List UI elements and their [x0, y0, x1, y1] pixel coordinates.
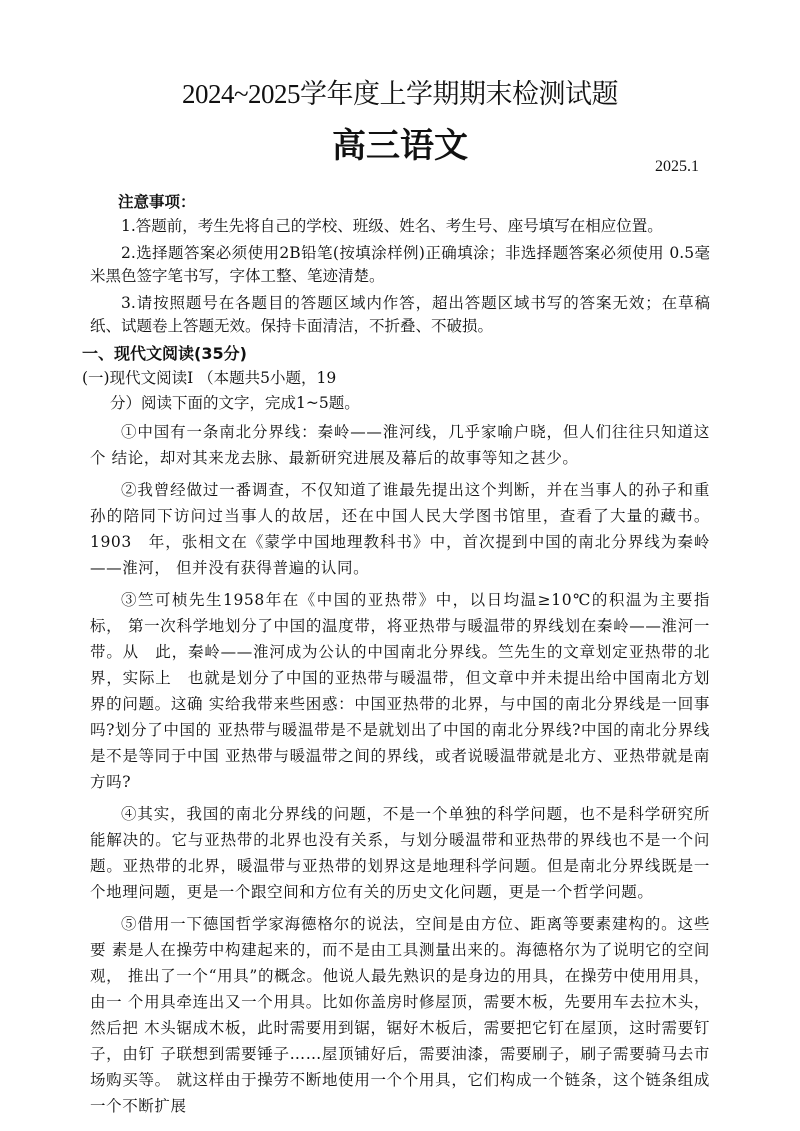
- exam-body: [82, 190, 710, 1125]
- notice-block: [90, 190, 710, 338]
- notice-heading: 注意事项：: [118, 192, 196, 211]
- passage-paragraph: ②我曾经做过一番调查，不仅知道了谁最先提出这个判断，并在当事人的孙子和重孙的陪同下访问过当事人的故居，还在中国人民大学图书馆里，查看了大量的藏书。1903 年，张相文在《蒙学中国地理教科书》中，首次提到中国的南北分界线为秦岭——淮河， 但并没有获得普遍的认同。: [90, 481, 710, 577]
- notice-item: 2.选择题答案必须使用2B铅笔(按填涂样例)正确填涂；非选择题答案必须使用 0.5毫米黑色签字笔书写，字体工整、笔迹清楚。: [90, 244, 710, 285]
- passage-paragraph: ⑤借用一下德国哲学家海德格尔的说法，空间是由方位、距离等要素建构的。这些要 素是人在操劳中构建起来的，而不是由工具测量出来的。海德格尔为了说明它的空间观， 推出了一个“用具”的概念。他说人最先熟识的是身边的用具，在操劳中使用用具，由一 个用具牵连出又一个用具。比如你盖房时修屋顶，需要木板，先要用车去拉木头，然后把 木头锯成木板，此时需要用到锯，锯好木板后，需要把它钉在屋顶，这时需要钉子，由钉 子联想到需要锤子……屋顶铺好后，需要油漆，需要刷子，刷子需要骑马去市场购买等。 就这样由于操劳不断地使用一个个用具，它们构成一个链条，这个链条组成一个不断扩展: [90, 915, 710, 1115]
- exam-title: 2024~2025学年度上学期期末检测试题: [181, 79, 619, 109]
- subject-title: 高三语文: [332, 126, 468, 166]
- exam-date: 2025.1: [655, 158, 699, 175]
- subsection-heading: (一)现代文阅读I （本题共5小题，19: [82, 369, 337, 387]
- reading-section: [82, 342, 710, 1119]
- notice-item: 3.请按照题号在各题目的答题区域内作答，超出答题区域书写的答案无效；在草稿 纸、试题卷上答题无效。保持卡面清洁，不折叠、不破损。: [90, 294, 710, 335]
- passage-paragraph: ③竺可桢先生1958年在《中国的亚热带》中，以日均温≥10℃的积温为主要指标， 第一次科学地划分了中国的温度带，将亚热带与暖温带的界线划在秦岭——淮河一带。从 此，秦岭——淮河成为公认的中国南北分界线。竺先生的文章划定亚热带的北界，实际上 也就是划分了中国的亚热带与暖温带，但文章中并未提出给中国南北方划界的问题。这确 实给我带来些困惑：中国亚热带的北界，与中国的南北分界线是一回事吗?划分了中国的 亚热带与暖温带是不是就划出了中国的南北分界线?中国的南北分界线是不是等同于中国 亚热带与暖温带之间的界线，或者说暖温带就是北方、亚热带就是南方吗?: [90, 591, 710, 791]
- notice-item: 1.答题前，考生先将自己的学校、班级、姓名、考生号、座号填写在相应位置。: [121, 217, 663, 235]
- passage-paragraph: ①中国有一条南北分界线：秦岭——淮河线，几乎家喻户晓，但人们往往只知道这个 结论，却对其来龙去脉、最新研究进展及幕后的故事等知之甚少。: [90, 423, 710, 467]
- subsection-instruction: 分）阅读下面的文字，完成1~5题。: [110, 394, 360, 412]
- section-heading: 一、现代文阅读(35分): [82, 344, 247, 363]
- passage-paragraph: ④其实，我国的南北分界线的问题，不是一个单独的科学问题，也不是科学研究所能解决的。它与亚热带的北界也没有关系，与划分暖温带和亚热带的界线也不是一个问题。亚热带的北界，暖温带与亚热带的划界这是地理科学问题。但是南北分界线既是一个地理问题，更是一个跟空间和方位有关的历史文化问题，更是一个哲学问题。: [90, 805, 710, 901]
